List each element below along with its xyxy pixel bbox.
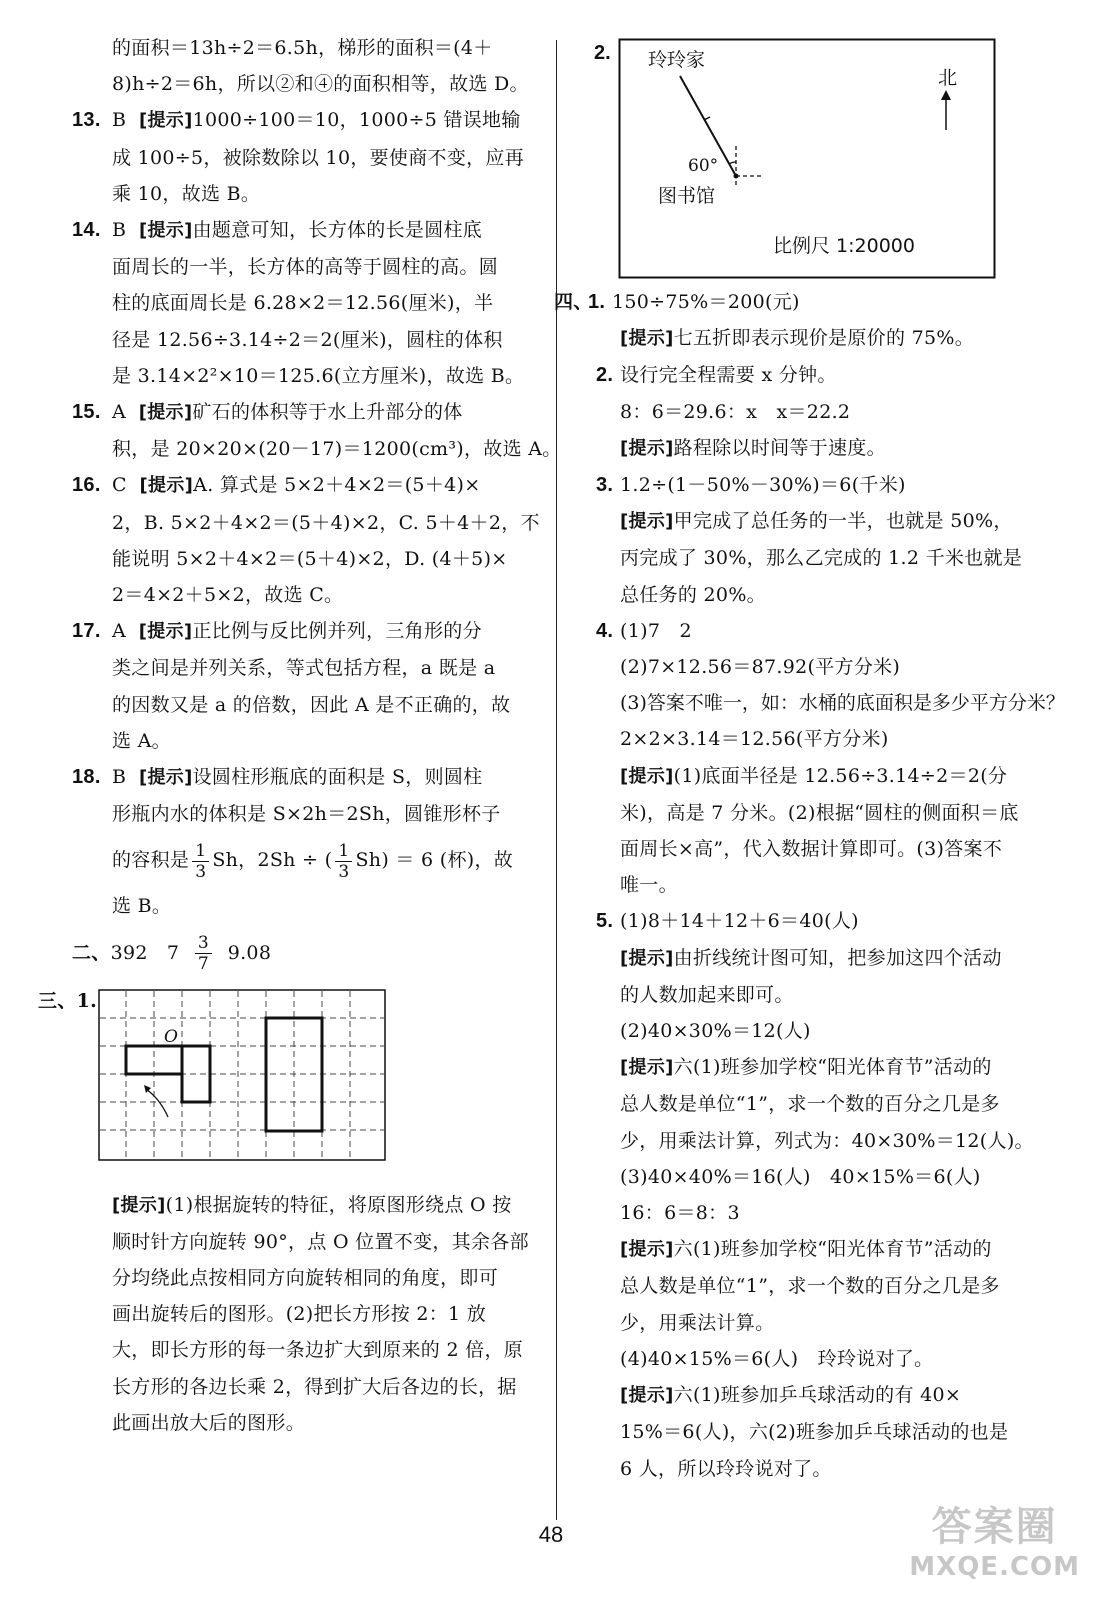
s4-q1-line1 — [554, 284, 1060, 320]
s4-q4-line2: (2)7×12.56＝87.92(平方分米) — [620, 656, 901, 679]
north-arrow-icon — [941, 90, 951, 100]
s3-hint-line6: 长方形的各边长乘 2，得到扩大后各边的长，据 — [112, 1375, 517, 1398]
s4-q5-hint8: 少，用乘法计算。 — [620, 1311, 775, 1334]
s4-q5-answer1: (1)8＋14＋12＋6＝40(人) — [620, 910, 859, 933]
q13-line1 — [72, 102, 550, 139]
rotation-grid — [98, 989, 386, 1161]
rotated-shape — [126, 1046, 210, 1102]
watermark-logo: 答案圈 — [931, 1504, 1058, 1550]
rotation-arrow — [146, 1089, 168, 1117]
fraction-numerator: 1 — [338, 840, 350, 861]
linglings-home-label: 玲玲家 — [648, 49, 706, 71]
s4-q5-hint-text-4: 六(1)班参加乒乓球活动的有 40× — [673, 1384, 962, 1407]
q17-number: 17. — [72, 620, 101, 643]
map-diagram — [618, 38, 998, 280]
q14-number: 14. — [72, 219, 101, 242]
q18-answer: B — [112, 766, 127, 789]
q15-text: 矿石的体积等于水上升部分的体 — [192, 401, 463, 424]
q14-line1 — [72, 212, 550, 249]
s4-q4-hint4: 唯一。 — [620, 874, 678, 897]
q18-line1 — [72, 759, 550, 796]
q17-answer: A — [112, 620, 127, 643]
s4-q3-hint-text: 甲完成了总任务的一半，也就是 50%， — [673, 510, 1013, 533]
q14-line4: 径是 12.56÷3.14÷2＝2(厘米)，圆柱的体积 — [112, 328, 503, 351]
q17-text: 正比例与反比例并列，三角形的分 — [192, 620, 482, 643]
s3-hint-line5: 大，即长方形的每一条边扩大到原来的 2 倍，原 — [112, 1339, 524, 1362]
section2-answer2: 7 — [166, 941, 180, 964]
s3-hint-line4: 画出旋转后的图形。(2)把长方形按 2：1 放 — [112, 1303, 487, 1326]
q15-line1 — [72, 394, 550, 431]
q18-text-c: Sh) ＝ 6 (杯)，故 — [355, 849, 514, 872]
page-number: 48 — [538, 1522, 564, 1547]
s4-q4-line4: 2×2×3.14＝12.56(平方分米) — [620, 728, 889, 751]
q16-hint-label: [提示] — [139, 475, 194, 497]
right-column — [554, 30, 1065, 1487]
fraction-numerator: 3 — [197, 933, 210, 954]
q12-line1: 的面积＝13h÷2＝6.5h，梯形的面积＝(4＋ — [112, 37, 493, 59]
s4-q4-number: 4. — [596, 619, 614, 642]
s4-q4-hint1 — [570, 758, 1060, 795]
one-third-fraction — [192, 841, 209, 882]
s4-q5-hint-label-3: [提示] — [620, 1239, 674, 1261]
q17-line3: 的因数又是 a 的倍数，因此 A 是不正确的，故 — [112, 693, 511, 716]
s4-q2-text: 设行完全程需要 x 分钟。 — [620, 364, 837, 387]
section3-label: 三、1. — [38, 989, 98, 1012]
s4-q5-hint-text-2: 六(1)班参加学校“阳光体育节”活动的 — [673, 1056, 992, 1079]
q15-line2: 积，是 20×20×(20－17)＝1200(cm³)，故选 A。 — [112, 438, 562, 461]
map-figure — [570, 30, 1060, 282]
s4-q5-hint11: 6 人，所以玲玲说对了。 — [620, 1457, 832, 1480]
q17-line1 — [72, 613, 550, 650]
s4-q5-hint10: 15%＝6(人)，六(2)班参加乒乓球活动的也是 — [620, 1421, 1009, 1444]
q14-line5: 是 3.14×2²×10＝125.6(立方厘米)，故选 B。 — [112, 364, 525, 387]
q18-text-b: Sh，2Sh ÷ ( — [212, 849, 333, 872]
s4-q1-hint-text: 七五折即表示现价是原价的 75%。 — [673, 327, 975, 350]
s4-q3-hint-label: [提示] — [620, 511, 674, 533]
s4-q5-hint7: 总人数是单位“1”，求一个数的百分之几是多 — [620, 1275, 1000, 1298]
s4-q5-hint3 — [570, 1049, 1060, 1086]
q17-hint-label: [提示] — [138, 621, 193, 643]
s4-q5-hint-label: [提示] — [620, 947, 674, 969]
north-label: 北 — [938, 67, 958, 89]
q14-hint-label: [提示] — [138, 220, 193, 242]
left-column — [38, 30, 562, 1441]
s4-q3-hint2: 丙完成了 30%，那么乙完成的 1.2 千米也就是 — [620, 547, 1023, 570]
s4-q5-hint4: 总人数是单位“1”，求一个数的百分之几是多 — [620, 1093, 1000, 1116]
s4-q5-line2: (2)40×30%＝12(人) — [620, 1020, 811, 1043]
s4-q4-line1 — [570, 613, 1060, 649]
s4-q4-hint-label: [提示] — [620, 765, 674, 787]
q14-text: 由题意可知，长方体的长是圆柱底 — [192, 219, 483, 242]
section4-label: 四、 — [554, 291, 593, 313]
q13-text: 1000÷100＝10，1000÷5 错误地输 — [192, 109, 521, 132]
s4-q4-line3: (3)答案不唯一，如：水桶的底面积是多少平方分米？ — [620, 692, 1065, 715]
q14-line3: 柱的底面周长是 6.28×2＝12.56(厘米)，半 — [112, 292, 494, 315]
q17-line2: 类之间是并列关系，等式包括方程，a 既是 a — [112, 657, 496, 680]
s4-q1-hint — [570, 320, 1060, 357]
s4-q2-number: 2. — [596, 364, 614, 387]
q16-text: A. 算式是 5×2＋4×2＝(5＋4)× — [193, 474, 481, 497]
q13-line3: 乘 10，故选 B。 — [112, 182, 261, 205]
s4-q2-line2: 8：6＝29.6：x x＝22.2 — [620, 400, 851, 423]
angle-arc — [729, 162, 736, 164]
s4-q1-hint-label: [提示] — [620, 328, 674, 350]
s4-q4-hint3: 面周长×高”，代入数据计算即可。(3)答案不 — [620, 838, 1003, 861]
s3-hint-label: [提示] — [112, 1194, 166, 1216]
q14-line2: 面周长的一半，长方体的高等于圆柱的高。圆 — [112, 256, 499, 279]
s4-q5-line5: (4)40×15%＝6(人) 玲玲说对了。 — [620, 1347, 934, 1370]
q12-line2: 8)h÷2＝6h，所以②和④的面积相等，故选 D。 — [112, 73, 529, 96]
s3-hint-line2: 顺时针方向旋转 90°，点 O 位置不变，其余各部 — [112, 1230, 529, 1253]
point-o-label: O — [164, 1026, 178, 1047]
q16-line3: 能说明 5×2＋4×2＝(5＋4)×2，D. (4＋5)× — [112, 547, 508, 570]
q18-text: 设圆柱形瓶底的面积是 S，则圆柱 — [192, 766, 483, 789]
s4-q5-hint1 — [570, 940, 1060, 977]
s4-q1-answer: 150÷75%＝200(元) — [612, 291, 800, 313]
s4-q3-line1 — [570, 467, 1060, 503]
s4-q3-answer: 1.2÷(1－50%－30%)＝6(千米) — [620, 474, 906, 497]
s4-q4-answer1: (1)7 2 — [620, 619, 692, 642]
map-scale: 比例尺 1:20000 — [773, 235, 915, 257]
library-label: 图书馆 — [658, 185, 716, 207]
s4-q3-hint3: 总任务的 20%。 — [620, 583, 766, 606]
one-third-fraction — [335, 841, 352, 882]
s4-q2-hint-text: 路程除以时间等于速度。 — [673, 436, 886, 459]
s4-q4-hint2: 米)，高是 7 分米。(2)根据“圆柱的侧面积＝底 — [620, 801, 1019, 824]
fraction-denominator: 7 — [195, 953, 212, 974]
s4-q5-line1 — [570, 903, 1060, 939]
section2-answer4: 9.08 — [227, 941, 272, 964]
s4-q5-line3: (3)40×40%＝16(人) 40×15%＝6(人) — [620, 1165, 981, 1188]
q18-hint-label: [提示] — [138, 767, 193, 789]
s4-q5-hint2: 的人数加起来即可。 — [620, 983, 794, 1006]
s4-q4-hint-text: (1)底面半径是 12.56÷3.14÷2＝2(分 — [673, 764, 1008, 787]
q16-answer: C — [112, 474, 127, 497]
s4-q5-hint-label-2: [提示] — [620, 1057, 674, 1079]
fraction-denominator: 3 — [335, 861, 352, 882]
s4-q5-hint6 — [570, 1231, 1060, 1268]
s4-q5-hint-text-3: 六(1)班参加学校“阳光体育节”活动的 — [673, 1238, 992, 1261]
q13-answer: B — [112, 109, 127, 132]
s4-q5-line4: 16：6＝8：3 — [620, 1202, 740, 1225]
q13-line2: 成 100÷5，被除数除以 10，要使商不变，应再 — [112, 146, 525, 169]
s4-q5-number: 5. — [596, 910, 614, 933]
fraction-numerator: 1 — [195, 840, 207, 861]
q13-number: 13. — [72, 109, 101, 132]
section2-answer1: 392 — [110, 941, 148, 964]
watermark-url: MXQE.COM — [909, 1552, 1080, 1582]
q18-line2: 形瓶内水的体积是 S×2h＝2Sh，圆锥形杯子 — [112, 803, 501, 826]
section3-figure — [38, 989, 550, 1175]
watermark — [909, 1495, 1080, 1582]
q18-line3 — [72, 832, 550, 888]
s3-hint-text: (1)根据旋转的特征，将原图形绕点 O 按 — [165, 1193, 512, 1216]
three-sevenths-fraction — [195, 933, 212, 974]
section2-line — [72, 925, 550, 981]
q15-answer: A — [112, 401, 127, 424]
q15-number: 15. — [72, 401, 101, 424]
section2-label: 二、 — [72, 941, 111, 964]
q17-line4: 选 A。 — [112, 729, 171, 752]
s4-q3-number: 3. — [596, 474, 614, 497]
s3-hint-line1 — [72, 1187, 550, 1224]
q14-answer: B — [112, 219, 127, 242]
q13-hint-label: [提示] — [138, 110, 193, 132]
map-question-number: 2. — [594, 42, 611, 64]
s3-hint-line3: 分均绕此点按相同方向旋转相同的角度，即可 — [112, 1267, 499, 1290]
q16-number: 16. — [72, 474, 101, 497]
q16-line1 — [72, 467, 550, 504]
s4-q2-hint-label: [提示] — [620, 437, 674, 459]
q18-line4: 选 B。 — [112, 895, 172, 918]
q18-text-a: 的容积是 — [112, 849, 190, 872]
fraction-denominator: 3 — [192, 861, 209, 882]
s4-q1-number: 1. — [588, 291, 606, 313]
q16-line2: 2，B. 5×2＋4×2＝(5＋4)×2，C. 5＋4＋2，不 — [112, 511, 540, 534]
s4-q5-hint-label-4: [提示] — [620, 1385, 674, 1407]
s4-q2-line1 — [570, 357, 1060, 393]
s4-q3-hint1 — [570, 503, 1060, 540]
column-divider — [556, 40, 557, 1520]
s4-q5-hint5: 少，用乘法计算，列式为：40×30%＝12(人)。 — [620, 1129, 1034, 1152]
s4-q5-hint9 — [570, 1377, 1060, 1414]
s4-q5-hint-text: 由折线统计图可知，把参加这四个活动 — [673, 946, 1002, 969]
s3-hint-line7: 此画出放大后的图形。 — [112, 1411, 306, 1434]
q18-number: 18. — [72, 766, 101, 789]
q15-hint-label: [提示] — [138, 402, 193, 424]
angle-label: 60° — [688, 156, 719, 176]
library-point — [734, 174, 739, 179]
q16-line4: 2＝4×2＋5×2，故选 C。 — [112, 584, 344, 607]
s4-q2-hint — [570, 430, 1060, 467]
